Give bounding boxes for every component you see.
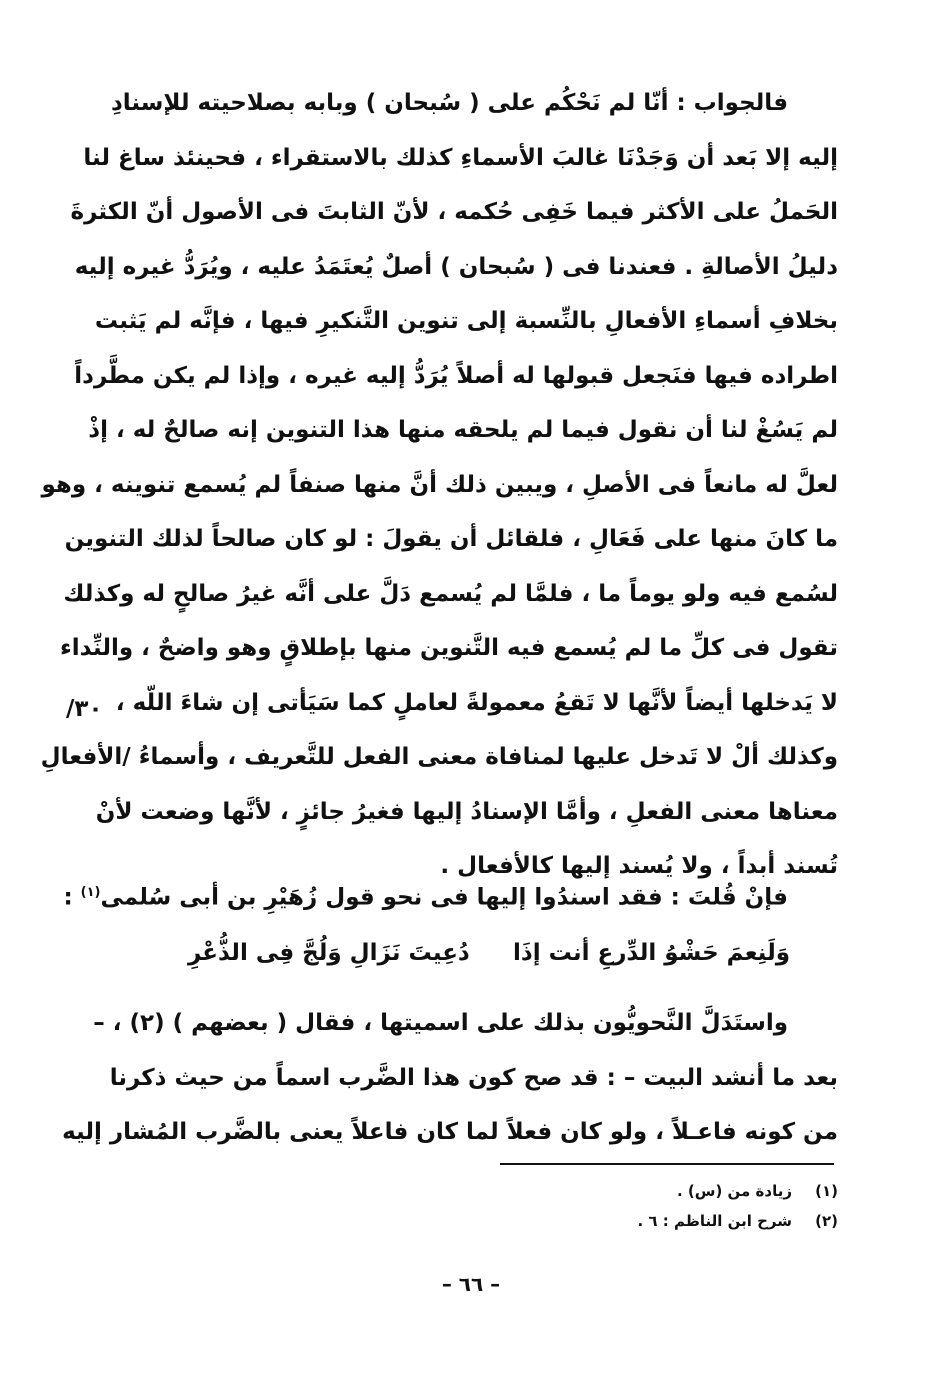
footnote-item: [637, 1206, 838, 1236]
text-line: لعلَّ له مانعاً فى الأصلِ ، ويبين ذلك أنَّ منها صنفاً لم يُسمع تنوينه ، وهو: [41, 471, 838, 498]
verse-first-hemistich: وَلَنِعمَ حَشْوُ الدِّرعِ أنت إذَا: [513, 940, 790, 966]
footnote-text: زيادة من (س) .: [676, 1182, 792, 1200]
text-line: الحَملُ على الأكثر فيما خَفِى حُكمه ، لأنّ الثابتَ فى الأصول أنّ الكثرةَ: [70, 199, 838, 225]
text-line: لا يَدخلها أيضاً لأنَّها لا تَقعُ معمولةً لعاملٍ كما سَيَأتى إن شاءَ اللّه ،: [115, 689, 838, 716]
text-line: بعد ما أنشد البيت – : قد صح كون هذا الضَّرب اسماً من حيث ذكرنا: [109, 1064, 838, 1091]
text-line: بخلافِ أسماءِ الأفعالِ بالنِّسبة إلى تنوين التَّنكيرِ فيها ، فإنَّه لم يَثبت: [94, 308, 838, 334]
text-line: لسُمع فيه ولو يوماً ما ، فلمَّا لم يُسمع دَلَّ على أنَّه غيرُ صالحٍ له وكذلك: [63, 580, 838, 607]
page-number: – ٦٦ –: [441, 1272, 501, 1296]
footnotes: [637, 1176, 838, 1236]
text-line: [63, 866, 838, 921]
footnote-number: (٢): [815, 1212, 838, 1230]
text-line: إليه إلا بَعد أن وَجَدْنَا غالبَ الأسماءِ كذلك بالاستقراء ، فحينئذ ساغ لنا: [83, 144, 838, 171]
verse-second-hemistich: دُعِيتَ نَزَالِ وَلُجَّ فِى الذُّعْرِ: [188, 940, 470, 966]
footnote-text: شرح ابن الناظم : ٦ .: [637, 1212, 792, 1230]
question-tail: :: [63, 884, 81, 911]
footnote-separator: [500, 1163, 834, 1165]
text-line: تُسند أبداً ، ولا يُسند إليها كالأفعال .: [440, 853, 838, 879]
text-line: ما كانَ منها على فَعَالِ ، فلقائل أن يقولَ : لو كان صالحاً لذلك التنوين: [64, 526, 838, 552]
text-line: دليلُ الأصالةِ . فعندنا فى ( سُبحان ) أصلٌ يُعتَمَدُ عليه ، ويُرَدُّ غيره إليه: [74, 253, 838, 280]
text-line: معناها معنى الفعلِ ، وأمَّا الإسنادُ إليها فغيرُ جائزٍ ، لأنَّها وضعت لأنْ: [95, 798, 838, 825]
text-line: فالجواب : أنّا لم نَحْكُم على ( سُبحان ) وبابه بصلاحيته للإسنادِ: [110, 90, 788, 116]
paragraph-continuation: [62, 996, 838, 1160]
margin-folio-note: ٣٠/: [66, 696, 103, 722]
footnote-number: (١): [815, 1182, 838, 1200]
footnote-mark-1: (١): [80, 885, 101, 900]
text-line: تقول فى كلِّ ما لم يُسمع فيه التَّنوين منها بإطلاقٍ وهو واضحٌ ، والنِّداء: [60, 635, 838, 661]
text-line: واستَدَلَّ النَّحويُّون بذلك على اسميتها ، فقال ( بعضهم ) (٢) ، –: [93, 1010, 788, 1036]
paragraph-question: [63, 866, 838, 921]
text-line: من كونه فاعـلاً ، ولو كان فعلاً لما كان فاعلاً يعنى بالضَّرب المُشار إليه: [62, 1119, 838, 1145]
text-line: وكذلك ألْ لا تَدخل عليها لمنافاة معنى الفعل للتَّعريف ، وأسماءُ /الأفعالِ: [40, 744, 838, 770]
text-line: اطراده فيها فنَجعل قبولها له أصلاً يُرَدُّ إليه غيره ، وإذا لم يكن مطَّرداً: [74, 362, 838, 389]
text-line: لم يَسُغْ لنا أن نقول فيما لم يلحقه منها هذا التنوين إنه صالحٌ له ، إذْ: [88, 417, 838, 443]
poetry-verse: [148, 932, 838, 986]
footnote-item: [637, 1176, 838, 1206]
question-text: فإنْ قُلتَ : فقد اسندُوا إليها فى نحو قول زُهَيْرِ بن أبى سُلمى: [100, 884, 788, 911]
